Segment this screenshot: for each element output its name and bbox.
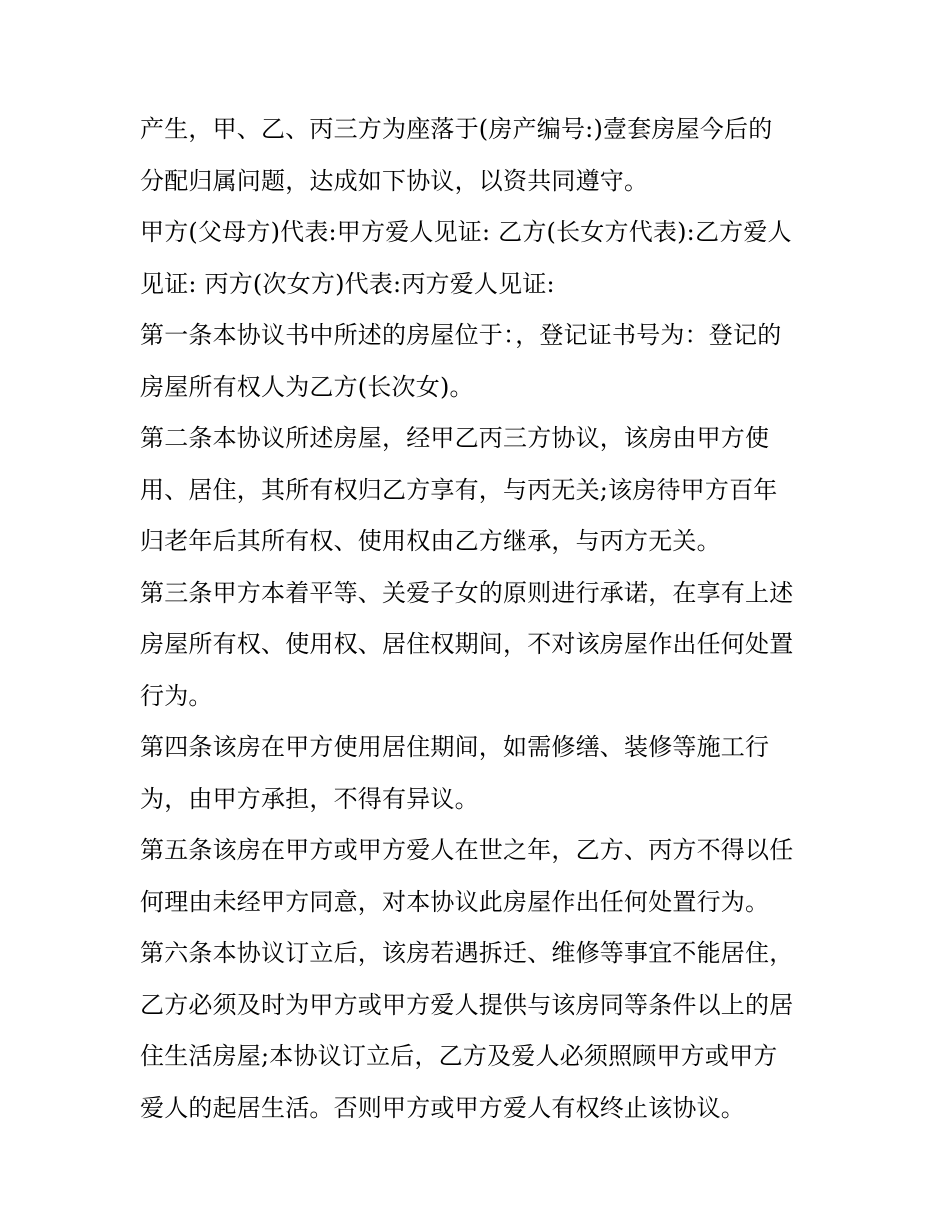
text-line: 见证: 丙方(次女方)代表:丙方爱人见证: bbox=[140, 269, 555, 298]
text-line: 用、居住，其所有权归乙方享有，与丙无关;该房待甲方百年 bbox=[140, 475, 778, 504]
text-line: 房屋所有权人为乙方(长次女)。 bbox=[140, 372, 474, 401]
text-line: 乙方必须及时为甲方或甲方爱人提供与该房同等条件以上的居 bbox=[140, 990, 794, 1019]
article-1-line: 第一条本协议书中所述的房屋位于：，登记证书号为：登记的 bbox=[140, 321, 782, 349]
text-line: 何理由未经甲方同意，对本协议此房屋作出任何处置行为。 bbox=[140, 887, 770, 916]
text-line: 为，由甲方承担，不得有异议。 bbox=[140, 784, 479, 813]
article-2-line: 第二条本协议所述房屋，经甲乙丙三方协议，该房由甲方使 bbox=[140, 424, 770, 452]
text-line: 产生，甲、乙、丙三方为座落于(房产编号:)壹套房屋今后的 bbox=[140, 115, 773, 143]
text-line: 归老年后其所有权、使用权由乙方继承，与丙方无关。 bbox=[140, 527, 721, 555]
text-line: 爱人的起居生活。否则甲方或甲方爱人有权终止该协议。 bbox=[140, 1093, 745, 1122]
article-6-line: 第六条本协议订立后，该房若遇拆迁、维修等事宜不能居住， bbox=[140, 939, 794, 967]
article-3-line: 第三条甲方本着平等、关爱子女的原则进行承诺，在享有上述 bbox=[140, 578, 794, 607]
text-line: 分配归属问题，达成如下协议，以资共同遵守。 bbox=[140, 166, 649, 195]
document-body bbox=[140, 104, 830, 1134]
text-line: 行为。 bbox=[140, 681, 213, 710]
article-4-line: 第四条该房在甲方使用居住期间，如需修缮、装修等施工行 bbox=[140, 733, 770, 761]
article-5-line: 第五条该房在甲方或甲方爱人在世之年，乙方、丙方不得以任 bbox=[140, 836, 794, 864]
text-line: 住生活房屋;本协议订立后，乙方及爱人必须照顾甲方或甲方 bbox=[140, 1042, 778, 1070]
text-line: 房屋所有权、使用权、居住权期间，不对该房屋作出任何处置 bbox=[140, 630, 794, 658]
text-line: 甲方(父母方)代表:甲方爱人见证: 乙方(长女方代表):乙方爱人 bbox=[140, 218, 792, 246]
